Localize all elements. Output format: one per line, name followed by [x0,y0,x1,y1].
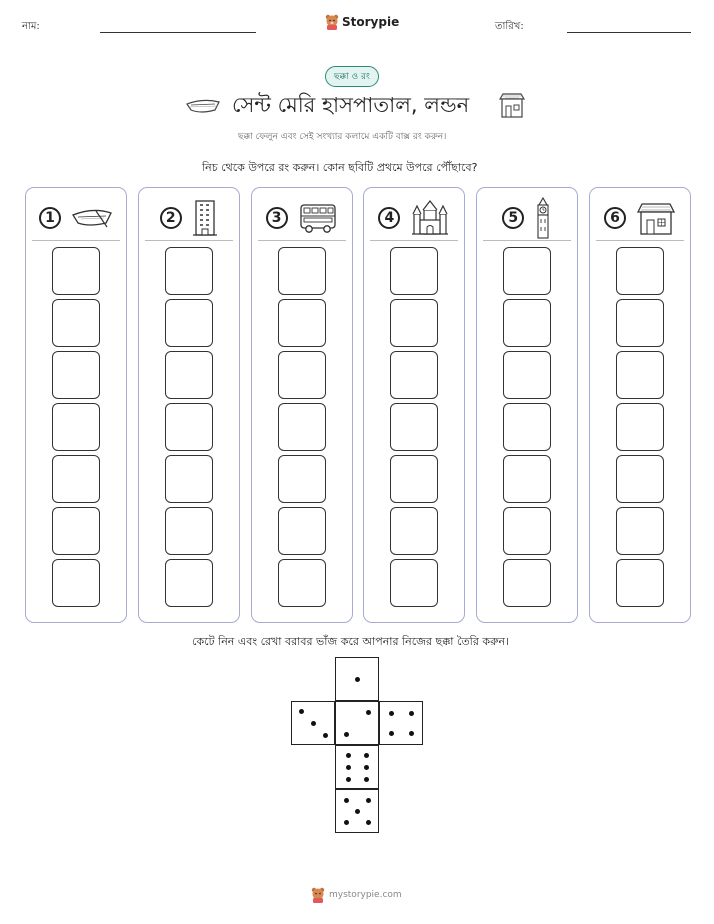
color-box[interactable] [503,455,551,503]
cut-instruction: কেটে নিন এবং রেখা বরাবর ভাঁজ করে আপনার নিজের ছক্কা তৈরি করুন। [192,635,510,648]
color-box[interactable] [165,403,213,451]
dice-face-4 [379,701,423,745]
color-box[interactable] [390,351,438,399]
dice-face-5 [335,789,379,833]
dice-pip [364,777,369,782]
column-number: 2 [160,207,182,229]
rowboat-title-icon [185,96,221,116]
column-header [252,196,352,240]
bear-mascot-footer-icon [311,887,325,903]
bear-mascot-icon [325,14,339,30]
color-box[interactable] [503,559,551,607]
dice-pip [323,733,328,738]
column-6 [589,187,691,623]
race-columns [25,187,691,623]
column-header [364,196,464,240]
color-box[interactable] [278,403,326,451]
color-box[interactable] [616,299,664,347]
dice-pip [364,753,369,758]
color-box[interactable] [390,247,438,295]
dice-pip [355,677,360,682]
rowboat-icon [71,205,113,231]
color-box[interactable] [503,403,551,451]
column-1 [25,187,127,623]
footer-url[interactable]: mystorypie.com [329,890,402,900]
color-box[interactable] [165,351,213,399]
column-number: 6 [604,207,626,229]
color-box[interactable] [278,351,326,399]
color-box[interactable] [165,299,213,347]
column-5 [476,187,578,623]
color-box[interactable] [165,559,213,607]
double-decker-bus-icon [298,202,338,234]
column-4 [363,187,465,623]
dice-pip [409,731,414,736]
column-header [590,196,690,240]
column-number: 3 [266,207,288,229]
dice-pip [409,711,414,716]
brand-name: Storypie [342,15,400,29]
color-box[interactable] [278,455,326,503]
color-box[interactable] [52,247,100,295]
castle-icon [410,200,450,236]
page-subtitle: ছক্কা ফেলুন এবং সেই সংখ্যার কলামে একটি বাক্স রং করুন। [238,132,447,142]
dice-pip [344,732,349,737]
column-header [139,196,239,240]
dice-pip [299,709,304,714]
dice-pip [346,777,351,782]
color-box[interactable] [390,403,438,451]
dice-pip [355,809,360,814]
date-line[interactable] [567,32,691,33]
dice-pip [366,798,371,803]
color-box[interactable] [390,507,438,555]
name-label: নাম: [22,21,40,32]
dice-face-6 [335,745,379,789]
dice-face-3 [291,701,335,745]
dice-face-1 [335,657,379,701]
color-box[interactable] [616,559,664,607]
page-title: সেন্ট মেরি হাসপাতাল, লন্ডন [232,93,470,117]
dice-pip [346,753,351,758]
color-box[interactable] [52,455,100,503]
column-2 [138,187,240,623]
color-box[interactable] [278,247,326,295]
dice-pip [389,711,394,716]
clock-tower-icon [534,197,552,239]
column-number: 1 [39,207,61,229]
color-box[interactable] [52,403,100,451]
color-box[interactable] [390,299,438,347]
brand-logo [325,14,399,30]
dice-pip [346,765,351,770]
dice-pip [366,710,371,715]
color-box[interactable] [616,247,664,295]
column-number: 5 [502,207,524,229]
coloring-instruction: নিচ থেকে উপরে রং করুন। কোন ছবিটি প্রথমে উপরে পৌঁছাবে? [202,161,478,174]
color-box[interactable] [616,507,664,555]
color-box[interactable] [52,351,100,399]
office-building-icon [192,199,218,237]
color-box[interactable] [52,299,100,347]
name-line[interactable] [100,32,256,33]
dice-pip [366,820,371,825]
color-box[interactable] [165,455,213,503]
color-box[interactable] [503,507,551,555]
color-box[interactable] [503,351,551,399]
hospital-building-icon [636,201,676,235]
dice-pip [344,820,349,825]
dice-face-2 [335,701,379,745]
color-box[interactable] [503,247,551,295]
color-box[interactable] [616,403,664,451]
color-box[interactable] [278,299,326,347]
date-label: তারিখ: [495,21,524,32]
color-box[interactable] [52,507,100,555]
column-number: 4 [378,207,400,229]
dice-pip [311,721,316,726]
dice-pip [389,731,394,736]
dice-pip [364,765,369,770]
color-box[interactable] [503,299,551,347]
color-box[interactable] [165,507,213,555]
column-3 [251,187,353,623]
color-box[interactable] [390,455,438,503]
color-box[interactable] [278,559,326,607]
color-box[interactable] [278,507,326,555]
color-box[interactable] [390,559,438,607]
color-box[interactable] [165,247,213,295]
footer [311,887,402,903]
dice-pip [344,798,349,803]
color-box[interactable] [616,455,664,503]
hospital-title-icon [497,91,527,119]
game-type-badge: ছক্কা ও রং [325,66,379,87]
color-box[interactable] [52,559,100,607]
column-header [26,196,126,240]
column-header [477,196,577,240]
color-box[interactable] [616,351,664,399]
